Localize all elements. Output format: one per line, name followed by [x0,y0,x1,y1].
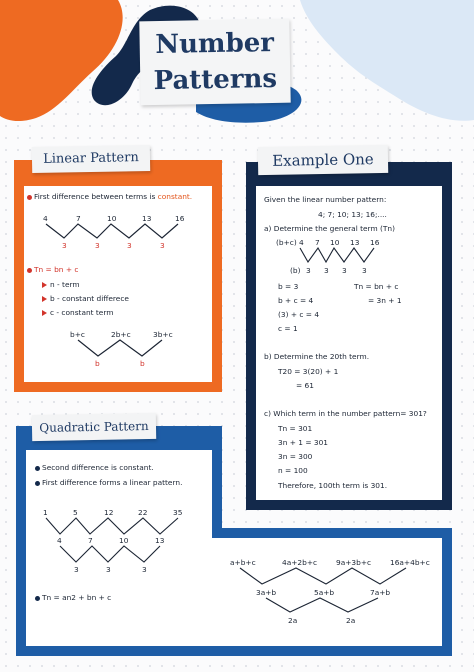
example-b-label: (b) [290,266,301,275]
linear-item: b - constant differece [50,294,129,303]
quadratic-second-diff: 3 [106,565,111,574]
quadratic-general-first: 3a+b [256,588,277,597]
linear-heading: Linear Pattern [43,150,139,167]
linear-diff: 3 [127,241,132,250]
example-term: 7 [315,238,320,247]
linear-general-term: 3b+c [153,330,173,339]
quadratic-first-diff: 4 [57,536,62,545]
example-diff: 3 [362,266,367,275]
title-line-1: Number [155,27,275,61]
example-heading: Example One [272,150,374,170]
linear-formula: Tn = bn + c [34,265,79,274]
example-sequence: 4; 7; 10; 13; 16;.... [318,210,387,219]
example-work-line: 3n + 1 = 301 [278,438,328,447]
example-work-line: (3) + c = 4 [278,310,320,319]
example-work-line: b = 3 [278,282,299,291]
quadratic-first-diff: 13 [155,536,165,545]
linear-term: 4 [43,214,48,223]
quadratic-second-diff: 3 [142,565,147,574]
example-work-line: Therefore, 100th term is 301. [278,481,388,490]
linear-term: 7 [76,214,81,223]
example-work-line: Tn = 301 [278,424,313,433]
quadratic-bullet-1: Second difference is constant. [42,463,154,472]
quadratic-general-first: 5a+b [314,588,335,597]
quadratic-general-second: 2a [288,616,298,625]
linear-term: 13 [142,214,152,223]
quadratic-heading: Quadratic Pattern [39,419,149,435]
quadratic-general-term: 4a+2b+c [282,558,318,567]
quadratic-general-second: 2a [346,616,356,625]
example-work-line: = 3n + 1 [368,296,402,305]
quadratic-second-diff: 3 [74,565,79,574]
example-work-line: Tn = bn + c [354,282,399,291]
example-part-c: c) Which term in the number pattern= 301? [264,409,427,418]
linear-bullet-1: First difference between terms is constant. [34,192,193,201]
quadratic-first-diff: 7 [88,536,93,545]
linear-item: n - term [50,280,80,289]
example-part-b: b) Determine the 20th term. [264,352,370,361]
quadratic-term: 12 [104,508,114,517]
example-work-line: c = 1 [278,324,298,333]
example-diff: 3 [324,266,329,275]
example-work-line: n = 100 [278,466,308,475]
example-work-line: b + c = 4 [278,296,314,305]
linear-item: c - constant term [50,308,114,317]
quadratic-general-term: a+b+c [230,558,256,567]
linear-term: 10 [107,214,117,223]
linear-general-diff: b [95,359,100,368]
quadratic-term: 35 [173,508,183,517]
example-part-a: a) Determine the general term (Tn) [264,224,395,233]
example-term: 4 [299,238,304,247]
linear-general-term: b+c [70,330,85,339]
example-work-line: 3n = 300 [278,452,313,461]
example-diff: 3 [342,266,347,275]
example-work-line: T20 = 3(20) + 1 [278,367,339,376]
quadratic-general-term: 9a+3b+c [336,558,372,567]
quadratic-formula: Tn = an2 + bn + c [42,593,112,602]
linear-diff: 3 [160,241,165,250]
example-bc-label: (b+c) [276,238,297,247]
quadratic-bullet-2: First difference forms a linear pattern. [42,478,183,487]
example-term: 16 [370,238,380,247]
quadratic-general-term: 16a+4b+c [390,558,430,567]
linear-diff: 3 [62,241,67,250]
linear-diff: 3 [95,241,100,250]
quadratic-general-first: 7a+b [370,588,391,597]
linear-general-diff: b [140,359,145,368]
quadratic-term: 22 [138,508,148,517]
quadratic-term: 5 [73,508,78,517]
title-line-2: Patterns [153,63,278,97]
quadratic-first-diff: 10 [119,536,129,545]
linear-term: 16 [175,214,185,223]
example-term: 13 [350,238,360,247]
example-term: 10 [330,238,340,247]
quadratic-term: 1 [43,508,48,517]
linear-general-term: 2b+c [111,330,131,339]
example-diff: 3 [306,266,311,275]
example-work-line: = 61 [296,381,314,390]
example-intro: Given the linear number pattern: [264,195,387,204]
